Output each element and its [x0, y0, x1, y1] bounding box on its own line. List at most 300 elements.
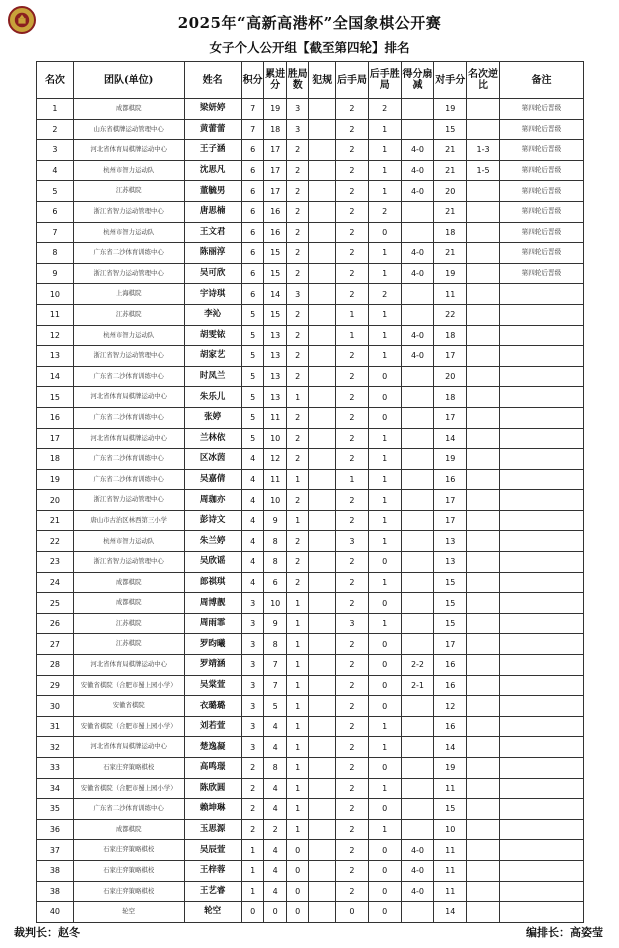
- cell-reverse: [467, 655, 500, 676]
- cell-reverse: [467, 284, 500, 305]
- col-score-header: 得分扇减: [401, 62, 434, 99]
- cell-team: 安徽省棋院（合肥市蜀上园小学）: [73, 778, 184, 799]
- cell-wins: 0: [286, 881, 309, 902]
- cell-black-games: 2: [336, 428, 369, 449]
- table-row: [37, 778, 584, 799]
- cell-remarks: 第四轮后晋级: [499, 181, 583, 202]
- cell-black-wins: 0: [368, 634, 401, 655]
- cell-black-wins: 1: [368, 490, 401, 511]
- cell-remarks: 第四轮后晋级: [499, 160, 583, 181]
- cell-rank: 20: [37, 490, 74, 511]
- cell-cumulative: 9: [264, 613, 287, 634]
- cell-score: 2-2: [401, 655, 434, 676]
- cell-team: 河北省体育局棋牌运动中心: [73, 387, 184, 408]
- cell-rank: 32: [37, 737, 74, 758]
- cell-opponent: 18: [434, 387, 467, 408]
- cell-black-games: 2: [336, 716, 369, 737]
- cell-score: [401, 778, 434, 799]
- cell-wins: 2: [286, 160, 309, 181]
- table-row: [37, 902, 584, 923]
- cell-reverse: [467, 119, 500, 140]
- cell-rank: 30: [37, 696, 74, 717]
- cell-wins: 0: [286, 902, 309, 923]
- cell-team: 江苏棋院: [73, 181, 184, 202]
- cell-name: 王子涵: [184, 140, 241, 161]
- cell-score: [401, 469, 434, 490]
- cell-fouls: [309, 572, 336, 593]
- cell-fouls: [309, 716, 336, 737]
- table-row: [37, 716, 584, 737]
- cell-black-wins: 0: [368, 799, 401, 820]
- cell-opponent: 13: [434, 552, 467, 573]
- cell-black-games: 2: [336, 490, 369, 511]
- cell-black-games: 2: [336, 160, 369, 181]
- cell-rank: 28: [37, 655, 74, 676]
- cell-remarks: [499, 902, 583, 923]
- cell-black-games: 2: [336, 552, 369, 573]
- cell-cumulative: 7: [264, 655, 287, 676]
- cell-opponent: 16: [434, 655, 467, 676]
- cell-black-wins: 0: [368, 552, 401, 573]
- document-header: [0, 0, 619, 64]
- cell-points: 7: [241, 119, 264, 140]
- cell-remarks: 第四轮后晋级: [499, 99, 583, 120]
- table-row: [37, 696, 584, 717]
- cell-black-games: 0: [336, 902, 369, 923]
- cell-black-wins: 1: [368, 613, 401, 634]
- cell-cumulative: 11: [264, 469, 287, 490]
- cell-wins: 2: [286, 407, 309, 428]
- cell-cumulative: 0: [264, 902, 287, 923]
- cell-fouls: [309, 819, 336, 840]
- cell-reverse: [467, 758, 500, 779]
- cell-reverse: [467, 325, 500, 346]
- cell-wins: 2: [286, 366, 309, 387]
- cell-opponent: 19: [434, 758, 467, 779]
- cell-cumulative: 13: [264, 346, 287, 367]
- table-row: [37, 387, 584, 408]
- cell-remarks: 第四轮后晋级: [499, 263, 583, 284]
- cell-name: 衣璐璐: [184, 696, 241, 717]
- cell-name: 罗靖涵: [184, 655, 241, 676]
- cell-score: 4-0: [401, 263, 434, 284]
- cell-cumulative: 4: [264, 799, 287, 820]
- cell-remarks: [499, 593, 583, 614]
- cell-team: 安徽省棋院（合肥市蜀上园小学）: [73, 716, 184, 737]
- cell-black-games: 2: [336, 99, 369, 120]
- cell-rank: 9: [37, 263, 74, 284]
- cell-reverse: [467, 243, 500, 264]
- table-row: [37, 304, 584, 325]
- cell-black-games: 2: [336, 201, 369, 222]
- cell-team: 杭州市智力运动队: [73, 531, 184, 552]
- cell-name: 楚逸凝: [184, 737, 241, 758]
- cell-name: 罗昀曦: [184, 634, 241, 655]
- cell-reverse: [467, 201, 500, 222]
- cell-team: 杭州市智力运动队: [73, 325, 184, 346]
- table-row: [37, 634, 584, 655]
- cell-score: [401, 758, 434, 779]
- cell-cumulative: 9: [264, 510, 287, 531]
- cell-fouls: [309, 675, 336, 696]
- cell-wins: 2: [286, 263, 309, 284]
- cell-reverse: [467, 778, 500, 799]
- cell-rank: 4: [37, 160, 74, 181]
- col-team-header: 团队(单位): [73, 62, 184, 99]
- table-row: [37, 860, 584, 881]
- cell-rank: 22: [37, 531, 74, 552]
- cell-team: 广东省二沙体育训练中心: [73, 469, 184, 490]
- cell-reverse: [467, 490, 500, 511]
- cell-opponent: 21: [434, 160, 467, 181]
- cell-name: 胡家艺: [184, 346, 241, 367]
- cell-team: 广东省二沙体育训练中心: [73, 799, 184, 820]
- cell-black-games: 2: [336, 799, 369, 820]
- cell-name: 王艺睿: [184, 881, 241, 902]
- cell-reverse: [467, 366, 500, 387]
- cell-reverse: [467, 387, 500, 408]
- cell-cumulative: 4: [264, 860, 287, 881]
- cell-name: 吴可欣: [184, 263, 241, 284]
- table-row: [37, 881, 584, 902]
- cell-points: 0: [241, 902, 264, 923]
- cell-points: 6: [241, 243, 264, 264]
- cell-points: 5: [241, 325, 264, 346]
- cell-name: 朱兰婷: [184, 531, 241, 552]
- cell-team: 广东省二沙体育训练中心: [73, 449, 184, 470]
- cell-remarks: [499, 325, 583, 346]
- cell-black-games: 2: [336, 284, 369, 305]
- cell-opponent: 15: [434, 613, 467, 634]
- cell-team: 杭州市智力运动队: [73, 160, 184, 181]
- cell-wins: 1: [286, 758, 309, 779]
- col-wins-header: 胜局数: [286, 62, 309, 99]
- cell-remarks: 第四轮后晋级: [499, 119, 583, 140]
- cell-fouls: [309, 284, 336, 305]
- cell-fouls: [309, 840, 336, 861]
- cell-name: 董毓男: [184, 181, 241, 202]
- cell-cumulative: 12: [264, 449, 287, 470]
- cell-name: 朱乐儿: [184, 387, 241, 408]
- cell-black-wins: 1: [368, 181, 401, 202]
- cell-reverse: [467, 819, 500, 840]
- col-reverse-header: 名次逆比: [467, 62, 500, 99]
- cell-fouls: [309, 531, 336, 552]
- cell-black-wins: 0: [368, 593, 401, 614]
- col-opponent-header: 对手分: [434, 62, 467, 99]
- referee-signature: 裁判长：赵冬: [14, 926, 80, 939]
- cell-rank: 34: [37, 778, 74, 799]
- cell-score: [401, 428, 434, 449]
- cell-black-games: 1: [336, 325, 369, 346]
- cell-score: [401, 119, 434, 140]
- table-row: [37, 160, 584, 181]
- cell-cumulative: 8: [264, 531, 287, 552]
- cell-black-wins: 1: [368, 572, 401, 593]
- cell-wins: 0: [286, 840, 309, 861]
- cell-black-wins: 1: [368, 428, 401, 449]
- cell-black-games: 2: [336, 387, 369, 408]
- cell-name: 周博靓: [184, 593, 241, 614]
- cell-score: [401, 634, 434, 655]
- table-row: [37, 99, 584, 120]
- cell-remarks: 第四轮后晋级: [499, 201, 583, 222]
- cell-black-wins: 2: [368, 99, 401, 120]
- cell-black-wins: 0: [368, 366, 401, 387]
- cell-team: 浙江省智力运动管理中心: [73, 263, 184, 284]
- cell-black-games: 2: [336, 675, 369, 696]
- cell-opponent: 21: [434, 201, 467, 222]
- cell-wins: 1: [286, 819, 309, 840]
- cell-score: 4-0: [401, 346, 434, 367]
- cell-score: 4-0: [401, 243, 434, 264]
- cell-team: 成都棋院: [73, 572, 184, 593]
- cell-fouls: [309, 510, 336, 531]
- cell-remarks: [499, 799, 583, 820]
- cell-black-games: 1: [336, 304, 369, 325]
- cell-wins: 0: [286, 860, 309, 881]
- cell-cumulative: 17: [264, 140, 287, 161]
- cell-wins: 1: [286, 778, 309, 799]
- cell-points: 7: [241, 99, 264, 120]
- cell-black-wins: 0: [368, 675, 401, 696]
- cell-cumulative: 4: [264, 778, 287, 799]
- cell-points: 4: [241, 510, 264, 531]
- col-black-wins-header: 后手胜局: [368, 62, 401, 99]
- cell-name: 沈思凡: [184, 160, 241, 181]
- cell-opponent: 14: [434, 428, 467, 449]
- cell-fouls: [309, 407, 336, 428]
- cell-black-games: 2: [336, 366, 369, 387]
- cell-remarks: [499, 428, 583, 449]
- cell-fouls: [309, 428, 336, 449]
- cell-score: [401, 531, 434, 552]
- cell-points: 4: [241, 449, 264, 470]
- cell-name: 周珈亦: [184, 490, 241, 511]
- cell-rank: 35: [37, 799, 74, 820]
- cell-rank: 38: [37, 860, 74, 881]
- table-row: [37, 675, 584, 696]
- cell-remarks: [499, 819, 583, 840]
- cell-remarks: [499, 490, 583, 511]
- cell-score: [401, 201, 434, 222]
- cell-points: 3: [241, 593, 264, 614]
- cell-name: 时凤兰: [184, 366, 241, 387]
- cell-black-games: 2: [336, 572, 369, 593]
- cell-black-games: 2: [336, 140, 369, 161]
- cell-opponent: 16: [434, 716, 467, 737]
- cell-fouls: [309, 346, 336, 367]
- cell-points: 5: [241, 387, 264, 408]
- table-row: [37, 613, 584, 634]
- cell-name: 周雨霏: [184, 613, 241, 634]
- cell-black-wins: 0: [368, 655, 401, 676]
- arranger-signature: 编排长：高姿莹: [526, 926, 603, 939]
- cell-wins: 2: [286, 531, 309, 552]
- cell-black-wins: 1: [368, 449, 401, 470]
- cell-points: 2: [241, 799, 264, 820]
- cell-points: 4: [241, 490, 264, 511]
- cell-black-wins: 1: [368, 346, 401, 367]
- cell-score: 4-0: [401, 181, 434, 202]
- cell-reverse: [467, 593, 500, 614]
- table-row: [37, 840, 584, 861]
- cell-fouls: [309, 552, 336, 573]
- table-row: [37, 346, 584, 367]
- cell-name: 彭诗文: [184, 510, 241, 531]
- cell-team: 河北省体育局棋牌运动中心: [73, 737, 184, 758]
- col-fouls-header: 犯规: [309, 62, 336, 99]
- table-row: [37, 243, 584, 264]
- cell-points: 4: [241, 531, 264, 552]
- cell-cumulative: 13: [264, 325, 287, 346]
- cell-reverse: [467, 613, 500, 634]
- table-row: [37, 119, 584, 140]
- cell-black-games: 2: [336, 449, 369, 470]
- cell-rank: 13: [37, 346, 74, 367]
- cell-rank: 5: [37, 181, 74, 202]
- table-row: [37, 799, 584, 820]
- cell-rank: 33: [37, 758, 74, 779]
- cell-cumulative: 10: [264, 490, 287, 511]
- cell-remarks: [499, 449, 583, 470]
- cell-black-wins: 2: [368, 284, 401, 305]
- cell-remarks: [499, 284, 583, 305]
- cell-reverse: [467, 222, 500, 243]
- cell-black-games: 2: [336, 407, 369, 428]
- table-row: [37, 593, 584, 614]
- cell-rank: 1: [37, 99, 74, 120]
- table-row: [37, 758, 584, 779]
- col-cumulative-header: 累进分: [264, 62, 287, 99]
- cell-remarks: [499, 387, 583, 408]
- cell-opponent: 19: [434, 449, 467, 470]
- cell-rank: 19: [37, 469, 74, 490]
- cell-rank: 29: [37, 675, 74, 696]
- cell-points: 2: [241, 778, 264, 799]
- cell-reverse: [467, 304, 500, 325]
- cell-opponent: 18: [434, 222, 467, 243]
- cell-score: [401, 510, 434, 531]
- cell-black-games: 2: [336, 119, 369, 140]
- cell-cumulative: 2: [264, 819, 287, 840]
- cell-wins: 1: [286, 696, 309, 717]
- cell-cumulative: 15: [264, 263, 287, 284]
- cell-opponent: 19: [434, 99, 467, 120]
- cell-opponent: 15: [434, 799, 467, 820]
- table-row: [37, 366, 584, 387]
- cell-fouls: [309, 696, 336, 717]
- cell-opponent: 21: [434, 243, 467, 264]
- cell-opponent: 19: [434, 263, 467, 284]
- cell-points: 5: [241, 346, 264, 367]
- cell-team: 河北省体育局棋牌运动中心: [73, 428, 184, 449]
- cell-fouls: [309, 469, 336, 490]
- cell-rank: 3: [37, 140, 74, 161]
- cell-fouls: [309, 593, 336, 614]
- cell-fouls: [309, 902, 336, 923]
- cell-cumulative: 6: [264, 572, 287, 593]
- cell-reverse: [467, 716, 500, 737]
- cell-rank: 11: [37, 304, 74, 325]
- cell-remarks: 第四轮后晋级: [499, 222, 583, 243]
- cell-cumulative: 4: [264, 881, 287, 902]
- cell-score: [401, 304, 434, 325]
- cell-wins: 1: [286, 655, 309, 676]
- cell-black-wins: 1: [368, 819, 401, 840]
- cell-opponent: 17: [434, 634, 467, 655]
- cell-rank: 38: [37, 881, 74, 902]
- col-black-games-header: 后手局: [336, 62, 369, 99]
- cell-fouls: [309, 201, 336, 222]
- table-row: [37, 325, 584, 346]
- cell-opponent: 15: [434, 593, 467, 614]
- cell-team: 河北省体育局棋牌运动中心: [73, 655, 184, 676]
- cell-black-wins: 1: [368, 778, 401, 799]
- cell-reverse: [467, 572, 500, 593]
- cell-opponent: 21: [434, 140, 467, 161]
- cell-reverse: [467, 531, 500, 552]
- cell-score: [401, 490, 434, 511]
- page-title: 2025年“高新高港杯”全国象棋公开赛: [177, 14, 442, 32]
- cell-score: [401, 799, 434, 820]
- table-row: [37, 819, 584, 840]
- cell-reverse: [467, 263, 500, 284]
- cell-team: 浙江省智力运动管理中心: [73, 346, 184, 367]
- cell-score: [401, 593, 434, 614]
- cell-name: 吴嘉倩: [184, 469, 241, 490]
- cell-points: 3: [241, 655, 264, 676]
- cell-name: 轮空: [184, 902, 241, 923]
- cell-rank: 12: [37, 325, 74, 346]
- cell-name: 李沁: [184, 304, 241, 325]
- cell-black-wins: 1: [368, 510, 401, 531]
- cell-opponent: 14: [434, 902, 467, 923]
- cell-opponent: 17: [434, 510, 467, 531]
- cell-opponent: 11: [434, 860, 467, 881]
- table-row: [37, 469, 584, 490]
- cell-cumulative: 15: [264, 304, 287, 325]
- cell-fouls: [309, 613, 336, 634]
- cell-cumulative: 15: [264, 243, 287, 264]
- cell-cumulative: 5: [264, 696, 287, 717]
- cell-black-wins: 1: [368, 737, 401, 758]
- cell-opponent: 14: [434, 737, 467, 758]
- table-row: [37, 428, 584, 449]
- cell-remarks: [499, 716, 583, 737]
- cell-reverse: [467, 799, 500, 820]
- col-rank-header: 名次: [37, 62, 74, 99]
- table-row: [37, 510, 584, 531]
- cell-name: 赖坤琳: [184, 799, 241, 820]
- cell-black-games: 2: [336, 510, 369, 531]
- cell-black-games: 2: [336, 243, 369, 264]
- cell-name: 黄蕾蕾: [184, 119, 241, 140]
- cell-team: 浙江省智力运动管理中心: [73, 490, 184, 511]
- cell-wins: 2: [286, 181, 309, 202]
- cell-score: [401, 552, 434, 573]
- cell-black-games: 2: [336, 263, 369, 284]
- cell-score: [401, 222, 434, 243]
- cell-name: 唐思楠: [184, 201, 241, 222]
- cell-points: 3: [241, 737, 264, 758]
- cell-name: 陈丽淳: [184, 243, 241, 264]
- cell-rank: 10: [37, 284, 74, 305]
- cell-black-wins: 0: [368, 696, 401, 717]
- cell-team: 石家庄弈策略棋校: [73, 840, 184, 861]
- cell-team: 安徽省棋院（合肥市蜀上园小学）: [73, 675, 184, 696]
- cell-opponent: 11: [434, 284, 467, 305]
